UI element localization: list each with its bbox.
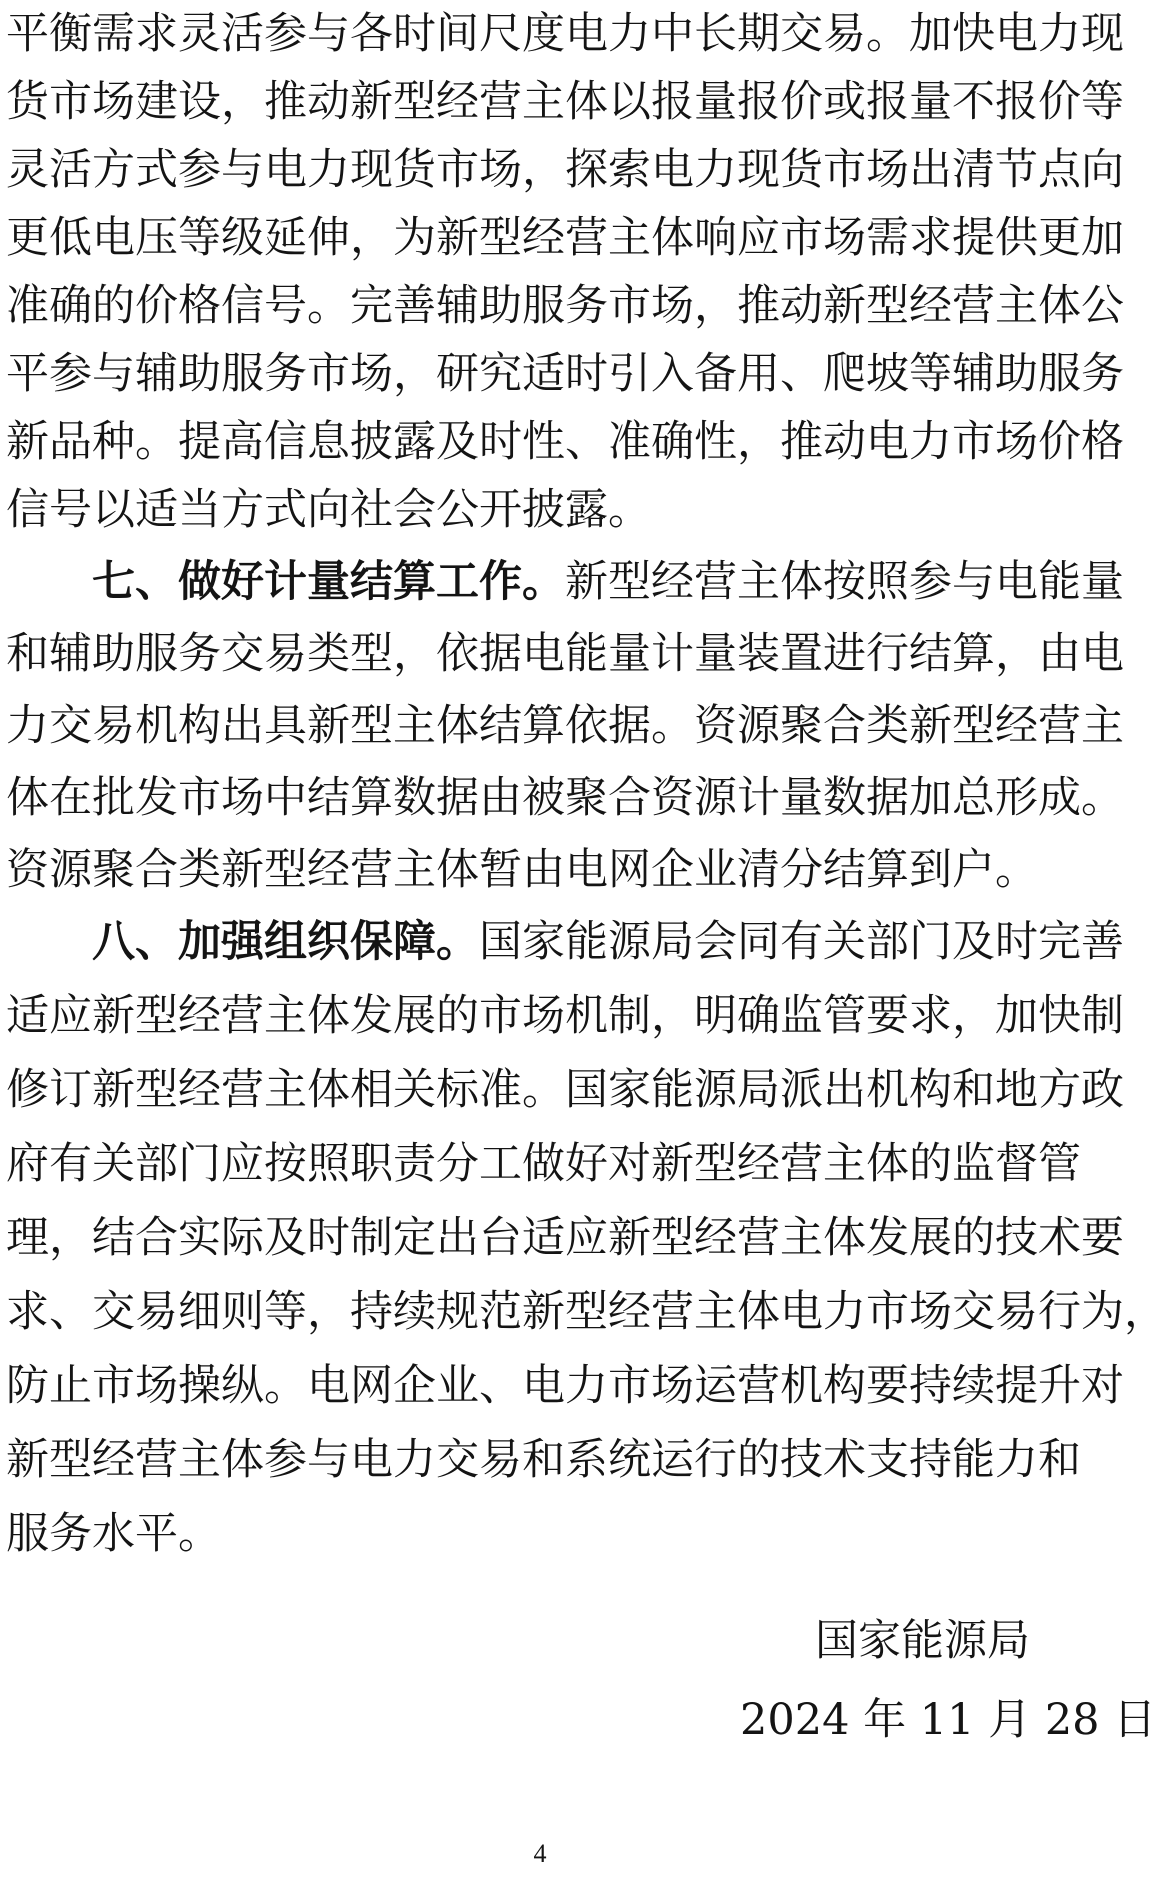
section-7-first-line: [92, 548, 1124, 616]
text-line: 新型经营主体参与电力交易和系统运行的技术支持能力和: [6, 1435, 1081, 1485]
text-line: 新品种。提高信息披露及时性、准确性，推动电力市场价格: [6, 417, 1124, 467]
text-line: 府有关部门应按照职责分工做好对新型经营主体的监督管: [6, 1139, 1081, 1189]
text-line: 修订新型经营主体相关标准。国家能源局派出机构和地方政: [6, 1065, 1124, 1115]
text-line: 资源聚合类新型经营主体暂由电网企业清分结算到户。: [6, 845, 1038, 895]
section-8-heading: 八、加强组织保障。: [92, 917, 479, 967]
text-line: 准确的价格信号。完善辅助服务市场，推动新型经营主体公: [6, 281, 1124, 331]
text-line: 服务水平。: [6, 1509, 221, 1559]
text-line: 适应新型经营主体发展的市场机制，明确监管要求，加快制: [6, 991, 1124, 1041]
issue-date: 2024 年 11 月 28 日: [740, 1695, 1157, 1745]
text-line: 理，结合实际及时制定出台适应新型经营主体发展的技术要: [6, 1213, 1124, 1263]
text-line: 防止市场操纵。电网企业、电力市场运营机构要持续提升对: [6, 1361, 1124, 1411]
text-line: 信号以适当方式向社会公开披露。: [6, 485, 651, 535]
section-7-first-line-text: 新型经营主体按照参与电能量: [565, 557, 1124, 607]
section-8-first-line: [92, 908, 1124, 976]
section-7-heading: 七、做好计量结算工作。: [92, 557, 565, 607]
section-8-first-line-text: 国家能源局会同有关部门及时完善: [479, 917, 1124, 967]
issuing-organization: 国家能源局: [815, 1616, 1030, 1666]
text-line: 灵活方式参与电力现货市场，探索电力现货市场出清节点向: [6, 145, 1124, 195]
text-line: 求、交易细则等，持续规范新型经营主体电力市场交易行为，: [6, 1287, 1167, 1337]
text-line: 货市场建设，推动新型经营主体以报量报价或报量不报价等: [6, 77, 1124, 127]
text-line: 力交易机构出具新型主体结算依据。资源聚合类新型经营主: [6, 701, 1124, 751]
text-line: 平衡需求灵活参与各时间尺度电力中长期交易。加快电力现: [6, 9, 1124, 59]
text-line: 和辅助服务交易类型，依据电能量计量装置进行结算，由电: [6, 629, 1124, 679]
text-line: 平参与辅助服务市场，研究适时引入备用、爬坡等辅助服务: [6, 349, 1124, 399]
page-number: 4: [533, 1839, 547, 1868]
text-line: 体在批发市场中结算数据由被聚合资源计量数据加总形成。: [6, 773, 1124, 823]
text-line: 更低电压等级延伸，为新型经营主体响应市场需求提供更加: [6, 213, 1124, 263]
